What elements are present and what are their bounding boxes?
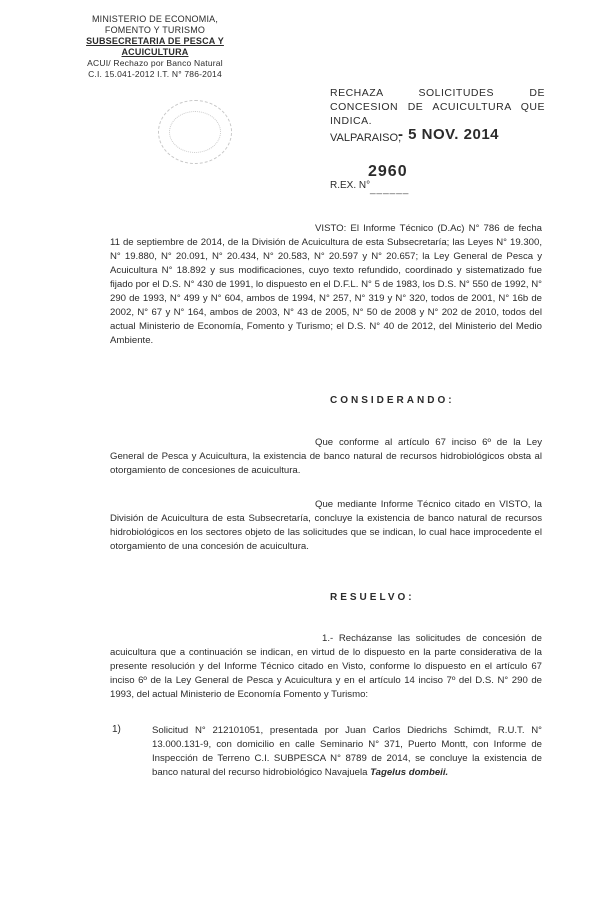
reference-line-2: C.I. 15.041-2012 I.T. N° 786-2014 — [88, 69, 222, 79]
considerando-paragraph-2 — [110, 498, 542, 554]
official-seal-stamp — [158, 100, 232, 164]
resuelvo-heading: RESUELVO: — [330, 592, 415, 603]
considerando-2-text: Que mediante Informe Técnico citado en VISTO, la División de Acuicultura de esta Subsecretaría, concluye la existencia de banco natural de recursos hidrobiológicos en los sectores objeto de las solicitudes que se indican, lo cual hace improcedente el otorgamiento de una concesión de acuicultura. — [110, 499, 542, 552]
subsecretaria-line: SUBSECRETARIA DE PESCA Y ACUICULTURA — [86, 36, 224, 57]
list-item-text: Solicitud N° 212101051, presentada por Juan Carlos Diedrichs Schimdt, R.U.T. N° 13.000.131-9, con domicilio en calle Seminario N° 371, Puerto Montt, con Informe de Inspección de Terreno C.I. SUBPESCA N° 8789 de 2014, se concluye la existencia de banco natural del recurso hidrobiológico Navajuela — [152, 725, 542, 778]
letterhead — [55, 14, 255, 80]
list-item-number: 1) — [112, 724, 121, 735]
ministry-line-1: MINISTERIO DE ECONOMIA, — [91, 14, 219, 24]
date-stamp: - 5 NOV. 2014 — [398, 126, 500, 143]
resuelvo-paragraph-1 — [110, 632, 542, 702]
reference-line-1: ACUI/ Rechazo por Banco Natural — [87, 58, 223, 68]
visto-paragraph — [110, 222, 542, 348]
considerando-paragraph-1 — [110, 436, 542, 478]
species-name: Tagelus dombeii. — [370, 767, 449, 778]
resuelvo-1-text: 1.- Recházanse las solicitudes de concesión de acuicultura que a continuación se indican, en virtud de lo dispuesto en la parte considerativa de la presente resolución y del Informe Técnico citado en Visto, conforme lo dispuesto en el artículo 67 inciso 6º de la Ley General de Pesca y Acuicultura y en el artículo 14 inciso 7º del D.S. N° 290 de 1993, del actual Ministerio de Economía Fomento y Turismo: — [110, 633, 542, 700]
resolution-number: 2960 — [368, 163, 408, 180]
list-item — [152, 724, 542, 780]
considerando-heading: CONSIDERANDO: — [330, 395, 455, 406]
document-subject: RECHAZA SOLICITUDES DE CONCESION DE ACUICULTURA QUE INDICA. — [330, 87, 545, 127]
resolution-label: R.EX. N° — [330, 180, 371, 191]
visto-text: VISTO: El Informe Técnico (D.Ac) N° 786 de fecha 11 de septiembre de 2014, de la División de Acuicultura de esta Subsecretaría; las Leyes N° 19.300, N° 19.880, N° 20.091, N° 20.434, N° 20.583, N° 20.597 y N° 20.657; la Ley General de Pesca y Acuicultura N° 18.892 y sus modificaciones, cuyo texto refundido, coordinado y sistematizado fue fijado por el D.S. N° 430 de 1991, lo dispuesto en el D.F.L. N° 5 de 1983, los D.S. N° 550 de 1992, N° 290 de 1993, N° 499 y N° 604, ambos de 1994, N° 257, N° 319 y N° 320, todos de 2001, N° 16b de 2002, N° 67 y N° 164, ambos de 2003, N° 43 de 2005, N° 50 de 2008 y N° 202 de 2010, todos del actual Ministerio de Economía, Fomento y Turismo; el D.S. N° 40 de 2012, del Ministerio del Medio Ambiente. — [110, 223, 542, 346]
place-label: VALPARAISO, — [330, 132, 402, 144]
resolution-trailing-line: ______ — [370, 184, 410, 195]
considerando-1-text: Que conforme al artículo 67 inciso 6º de la Ley General de Pesca y Acuicultura, la existencia de banco natural de recursos hidrobiológicos obsta al otorgamiento de concesiones de acuicultura. — [110, 437, 542, 476]
ministry-line-2: FOMENTO Y TURISMO — [104, 25, 206, 35]
